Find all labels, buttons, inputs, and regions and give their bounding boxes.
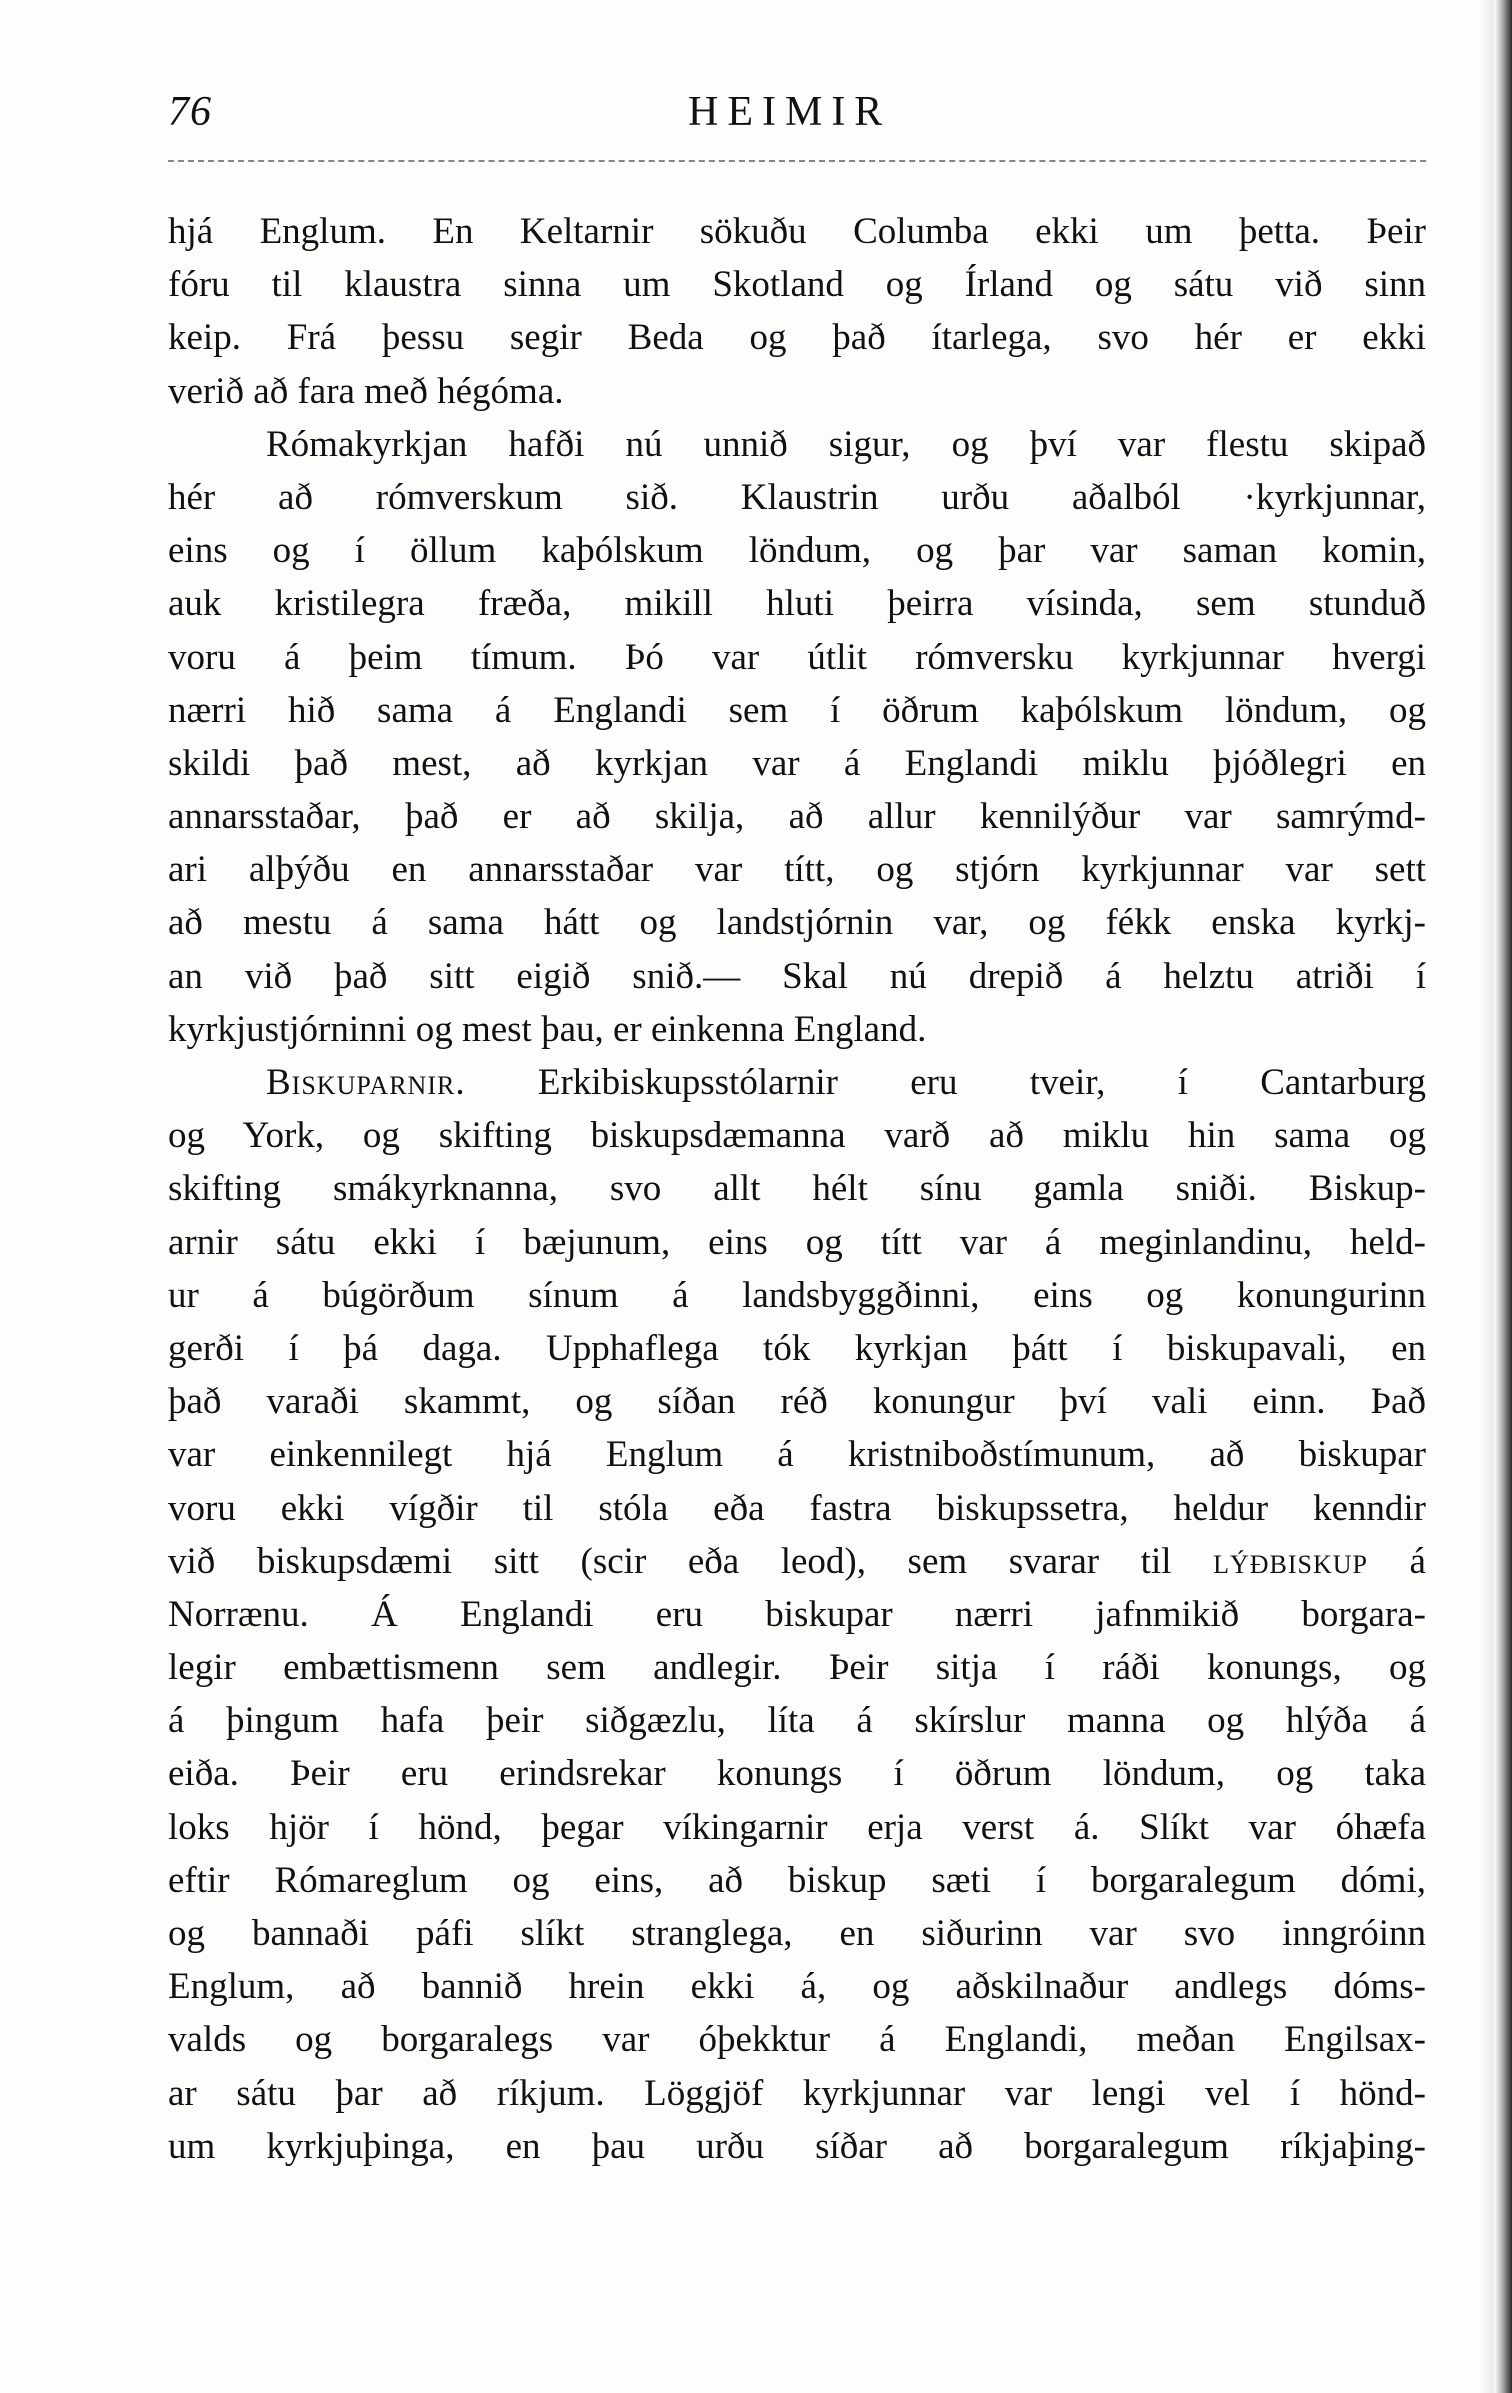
binding-shadow xyxy=(1480,0,1494,2393)
text-line: annarsstaðar, það er að skilja, að allur kennilýður var samrýmd- xyxy=(168,796,1426,838)
text-line: var einkennilegt hjá Englum á kristniboðstímunum, að biskupar xyxy=(168,1434,1426,1476)
text-line: arnir sátu ekki í bæjunum, eins og títt var á meginlandinu, held- xyxy=(168,1221,1426,1263)
text-line: skifting smákyrknanna, svo allt hélt sínu gamla sniði. Biskup- xyxy=(168,1168,1426,1210)
text-line: valds og borgaralegs var óþekktur á Englandi, meðan Engilsax- xyxy=(168,2019,1426,2061)
text-line-segment: Erkibiskupsstólarnir eru tveir, í Cantarburg xyxy=(465,1062,1426,1103)
text-line: hjá Englum. En Keltarnir sökuðu Columba ekki um þetta. Þeir xyxy=(168,211,1426,252)
text-line: verið að fara með hégóma. xyxy=(168,370,564,412)
text-line: ari alþýðu en annarsstaðar var títt, og stjórn kyrkjunnar var sett xyxy=(168,849,1426,891)
running-title: HEIMIR xyxy=(688,89,892,135)
text-line: legir embættismenn sem andlegir. Þeir sitja í ráði konungs, og xyxy=(168,1647,1426,1689)
text-line: kyrkjustjórninni og mest þau, er einkenna England. xyxy=(168,1008,927,1050)
page-header xyxy=(168,88,1426,148)
text-line: eins og í öllum kaþólskum löndum, og þar var saman komin, xyxy=(168,530,1426,572)
text-line: Englum, að bannið hrein ekki á, og aðskilnaður andlegs dóms- xyxy=(168,1966,1426,2008)
text-line: keip. Frá þessu segir Beda og það ítarlega, svo hér er ekki xyxy=(168,317,1426,359)
text-line: voru ekki vígðir til stóla eða fastra biskupssetra, heldur kenndir xyxy=(168,1487,1426,1529)
text-line: Norrænu. Á Englandi eru biskupar nærri jafnmikið borgara- xyxy=(168,1593,1426,1635)
text-line-segment: á xyxy=(1368,1540,1426,1582)
text-line: loks hjör í hönd, þegar víkingarnir erja verst á. Slíkt var óhæfa xyxy=(168,1806,1426,1848)
text-line: það varaði skammt, og síðan réð konungur því vali einn. Það xyxy=(168,1381,1426,1423)
text-line: hér að rómverskum sið. Klaustrin urðu aðalból ·kyrkjunnar, xyxy=(168,476,1426,518)
text-line xyxy=(168,1535,1426,1588)
text-line xyxy=(168,1056,1426,1109)
body-text xyxy=(168,205,1426,2173)
text-line: eftir Rómareglum og eins, að biskup sæti í borgaralegum dómi, xyxy=(168,1859,1426,1901)
text-line: eiða. Þeir eru erindsrekar konungs í öðrum löndum, og taka xyxy=(168,1753,1426,1795)
text-line-segment: við biskupsdæmi sitt (scir eða leod), sem svarar til xyxy=(168,1540,1214,1582)
small-caps-term: Biskuparnir. xyxy=(266,1062,466,1103)
text-line: gerði í þá daga. Upphaflega tók kyrkjan þátt í biskupavali, en xyxy=(168,1327,1426,1369)
text-line: ar sátu þar að ríkjum. Löggjöf kyrkjunnar var lengi vel í hönd- xyxy=(168,2072,1426,2114)
text-line: auk kristilegra fræða, mikill hluti þeirra vísinda, sem stunduð xyxy=(168,583,1426,625)
text-line: að mestu á sama hátt og landstjórnin var, og fékk enska kyrkj- xyxy=(168,902,1426,944)
text-line: og York, og skifting biskupsdæmanna varð að miklu hin sama og xyxy=(168,1115,1426,1157)
text-line: skildi það mest, að kyrkjan var á Englandi miklu þjóðlegri en xyxy=(168,742,1426,784)
page-number: 76 xyxy=(168,89,212,135)
text-line: um kyrkjuþinga, en þau urðu síðar að borgaralegum ríkjaþing- xyxy=(168,2125,1426,2167)
binding-edge xyxy=(1494,0,1512,2393)
text-line: og bannaði páfi slíkt stranglega, en siðurinn var svo inngróinn xyxy=(168,1913,1426,1954)
text-line: ur á búgörðum sínum á landsbyggðinni, eins og konungurinn xyxy=(168,1274,1426,1316)
header-rule xyxy=(168,160,1426,162)
text-line: Rómakyrkjan hafði nú unnið sigur, og því var flestu skipað xyxy=(266,423,1426,465)
text-line: nærri hið sama á Englandi sem í öðrum kaþólskum löndum, og xyxy=(168,689,1426,731)
text-line: á þingum hafa þeir siðgæzlu, líta á skírslur manna og hlýða á xyxy=(168,1700,1426,1742)
text-line: an við það sitt eigið snið.— Skal nú drepið á helztu atriði í xyxy=(168,955,1426,997)
small-caps-term: lýðbiskup xyxy=(1213,1540,1368,1582)
text-line: fóru til klaustra sinna um Skotland og Írland og sátu við sinn xyxy=(168,264,1426,306)
text-line: voru á þeim tímum. Þó var útlit rómversku kyrkjunnar hvergi xyxy=(168,636,1426,678)
